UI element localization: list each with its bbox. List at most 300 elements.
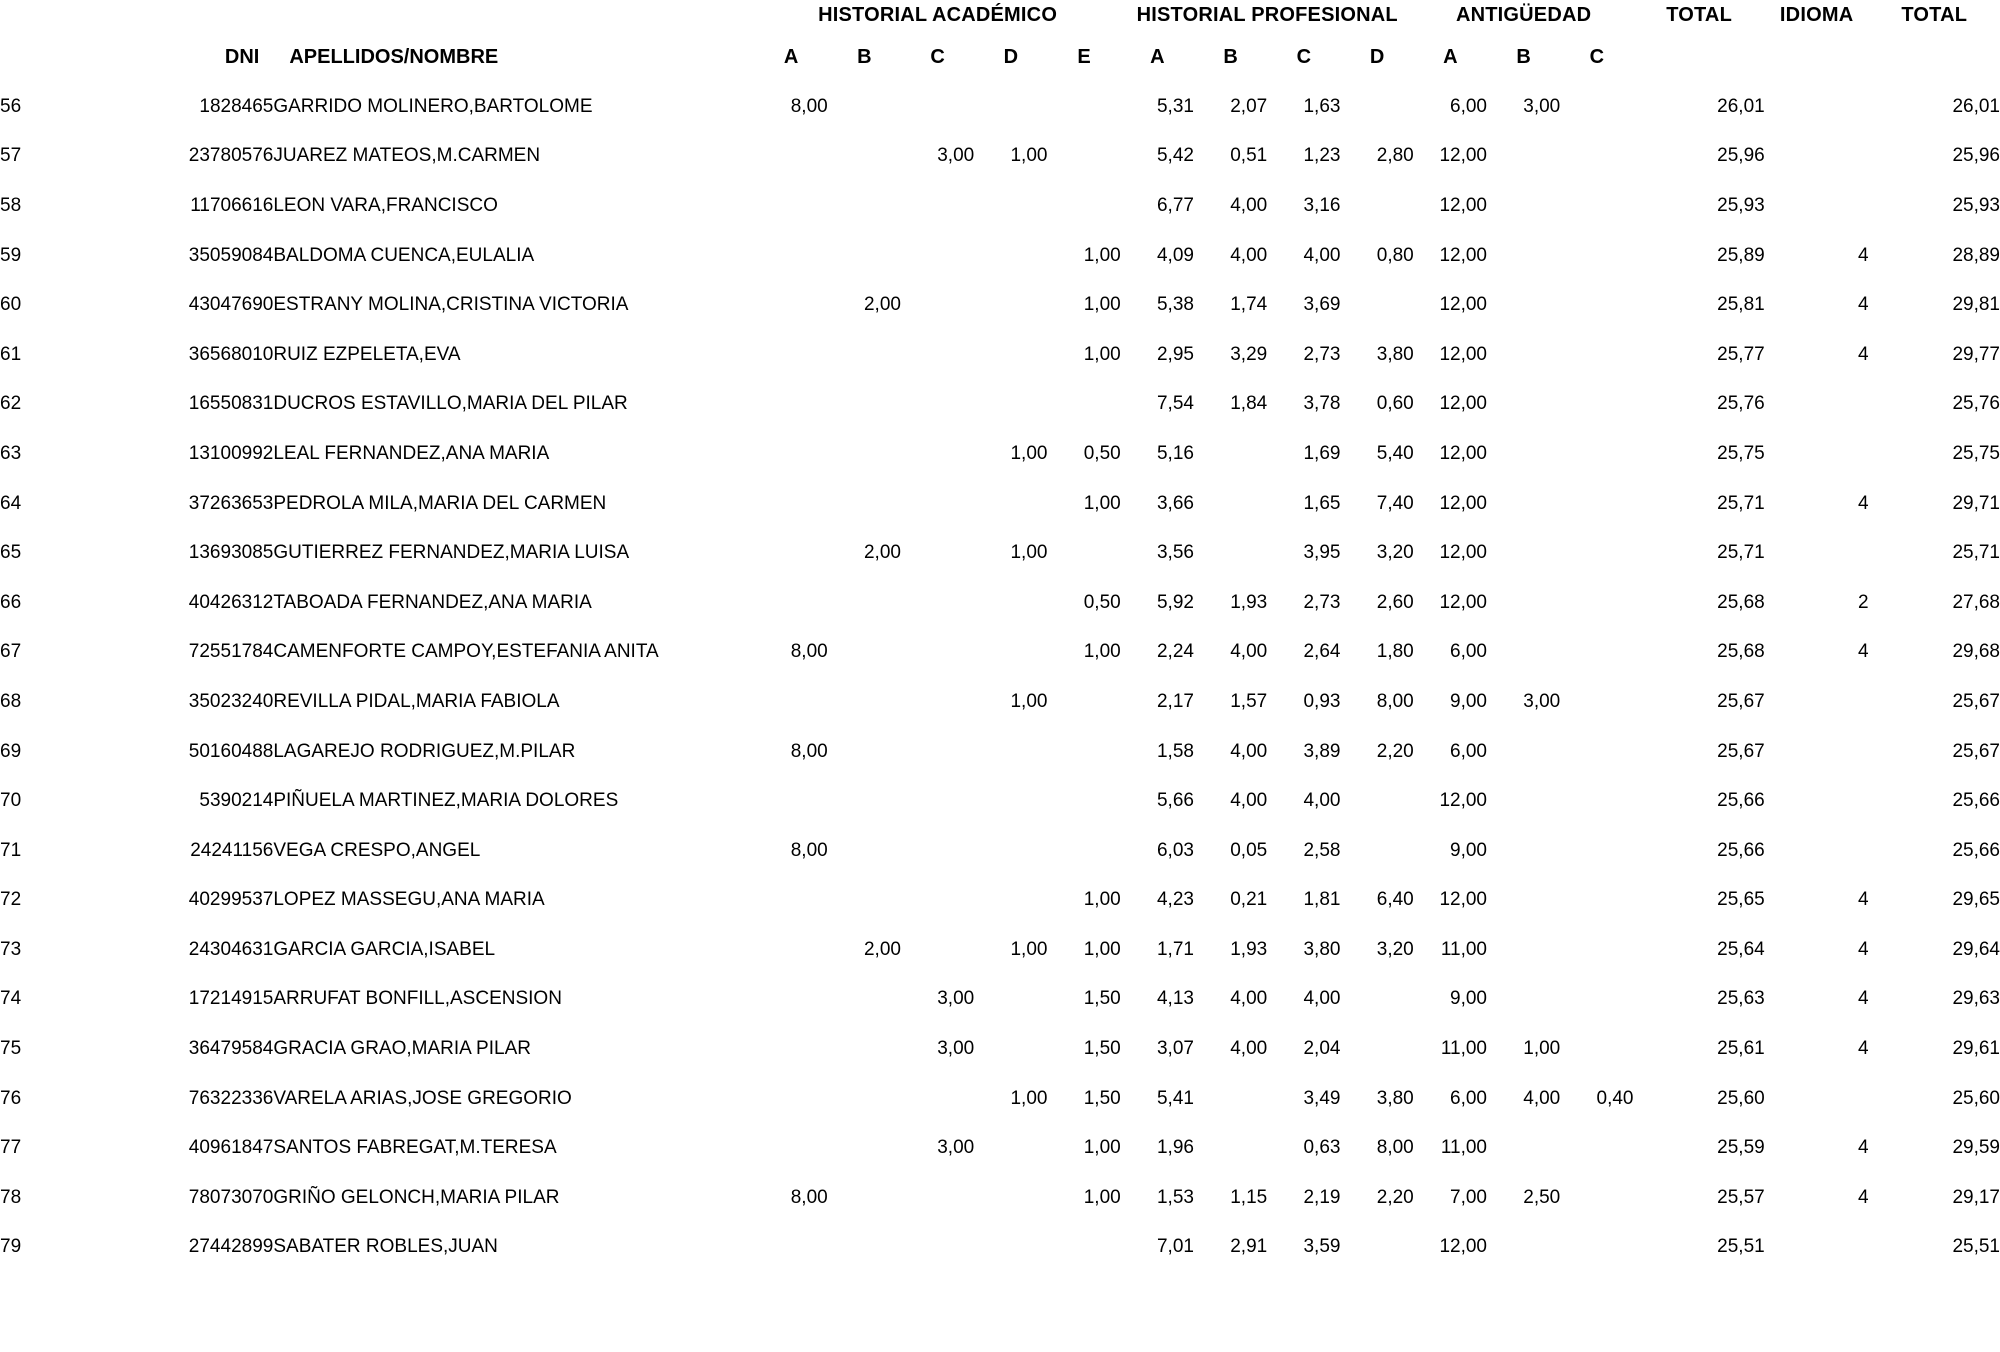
row-rank: 77	[0, 1137, 22, 1159]
row-profesional-d: 0,60	[1376, 393, 1414, 415]
row-antiguedad-a: 12,00	[1439, 1236, 1487, 1258]
row-academico-d	[974, 727, 1047, 777]
group-header-antiguedad: ANTIGÜEDAD	[1455, 3, 1592, 26]
row-profesional-b: 2,07	[1230, 95, 1268, 117]
row-antiguedad-b: 1,00	[1523, 1038, 1561, 1060]
row-antiguedad-b	[1487, 727, 1560, 777]
row-antiguedad-b	[1487, 1123, 1560, 1173]
row-idioma: 4	[1858, 492, 1869, 514]
row-rank: 70	[0, 790, 22, 812]
row-academico-c	[901, 776, 974, 826]
row-antiguedad-c	[1560, 82, 1633, 132]
column-header-idioma-spacer	[1765, 34, 1869, 82]
row-profesional-c: 2,73	[1303, 591, 1341, 613]
row-dni: 40299537	[188, 889, 274, 911]
row-academico-d: 1,00	[1010, 938, 1048, 960]
row-academico-b	[828, 677, 901, 727]
row-academico-e	[1047, 380, 1120, 430]
row-academico-a	[754, 380, 827, 430]
row-antiguedad-b	[1487, 330, 1560, 380]
row-total: 25,76	[1717, 393, 1765, 415]
row-rank: 69	[0, 740, 22, 762]
group-header-spacer	[0, 0, 754, 34]
row-profesional-a: 1,53	[1156, 1186, 1194, 1208]
row-academico-b: 2,00	[863, 542, 901, 564]
row-academico-c	[901, 677, 974, 727]
row-academico-a	[754, 231, 827, 281]
row-antiguedad-b	[1487, 181, 1560, 231]
row-rank: 73	[0, 938, 22, 960]
row-dni: 16550831	[188, 393, 274, 415]
row-academico-c	[901, 380, 974, 430]
table-row	[0, 132, 2000, 182]
row-antiguedad-c	[1560, 727, 1633, 777]
row-academico-c	[901, 479, 974, 529]
row-idioma	[1765, 677, 1869, 727]
row-antiguedad-c	[1560, 1123, 1633, 1173]
row-antiguedad-b	[1487, 776, 1560, 826]
row-academico-d: 1,00	[1010, 1087, 1048, 1109]
row-total-final: 25,66	[1952, 790, 2000, 812]
row-rank: 71	[0, 839, 22, 861]
table-row	[0, 380, 2000, 430]
row-antiguedad-c: 0,40	[1596, 1087, 1634, 1109]
row-dni: 36568010	[188, 343, 274, 365]
row-dni: 36479584	[188, 1038, 274, 1060]
row-academico-b	[828, 578, 901, 628]
row-antiguedad-a: 12,00	[1439, 492, 1487, 514]
row-academico-a	[754, 280, 827, 330]
row-academico-a	[754, 1024, 827, 1074]
row-profesional-d: 2,20	[1376, 1186, 1414, 1208]
row-profesional-c: 3,59	[1303, 1236, 1341, 1258]
row-antiguedad-c	[1560, 1223, 1633, 1273]
row-spacer	[66, 280, 99, 330]
row-profesional-d: 3,80	[1376, 343, 1414, 365]
row-academico-a: 8,00	[790, 641, 828, 663]
row-idioma: 4	[1858, 294, 1869, 316]
row-profesional-c: 2,19	[1303, 1186, 1341, 1208]
column-header-row	[0, 34, 2000, 82]
row-spacer	[66, 231, 99, 281]
row-academico-a	[754, 132, 827, 182]
row-antiguedad-b	[1487, 1223, 1560, 1273]
row-spacer	[66, 578, 99, 628]
row-academico-a: 8,00	[790, 839, 828, 861]
row-name: GARCIA GARCIA,ISABEL	[273, 938, 496, 960]
row-academico-e	[1047, 826, 1120, 876]
row-name: GRACIA GRAO,MARIA PILAR	[273, 1038, 531, 1060]
row-profesional-d	[1340, 1223, 1413, 1273]
row-antiguedad-c	[1560, 380, 1633, 430]
row-academico-e: 0,50	[1083, 442, 1121, 464]
row-profesional-d: 2,80	[1376, 145, 1414, 167]
row-total: 25,93	[1717, 194, 1765, 216]
row-academico-b	[828, 628, 901, 678]
row-academico-d	[974, 975, 1047, 1025]
row-profesional-c: 4,00	[1303, 790, 1341, 812]
row-profesional-d: 0,80	[1376, 244, 1414, 266]
row-antiguedad-b	[1487, 429, 1560, 479]
row-academico-b	[828, 429, 901, 479]
table-row	[0, 528, 2000, 578]
row-profesional-d: 3,20	[1376, 938, 1414, 960]
row-academico-c	[901, 429, 974, 479]
row-academico-c: 3,00	[937, 1038, 975, 1060]
row-idioma	[1765, 528, 1869, 578]
row-academico-c	[901, 528, 974, 578]
row-profesional-b: 4,00	[1230, 988, 1268, 1010]
row-academico-d	[974, 1024, 1047, 1074]
row-academico-a	[754, 776, 827, 826]
row-rank: 58	[0, 194, 22, 216]
row-antiguedad-c	[1560, 776, 1633, 826]
row-academico-c	[901, 727, 974, 777]
row-antiguedad-a: 12,00	[1439, 442, 1487, 464]
row-rank: 62	[0, 393, 22, 415]
column-header-rank	[0, 34, 66, 82]
row-idioma	[1765, 826, 1869, 876]
row-spacer	[66, 82, 99, 132]
row-academico-a	[754, 181, 827, 231]
row-total: 25,71	[1717, 542, 1765, 564]
row-rank: 65	[0, 542, 22, 564]
row-academico-e	[1047, 727, 1120, 777]
row-total: 25,96	[1717, 145, 1765, 167]
row-dni: 76322336	[188, 1087, 274, 1109]
row-spacer	[66, 1123, 99, 1173]
row-academico-b	[828, 1173, 901, 1223]
row-dni: 24304631	[188, 938, 274, 960]
row-profesional-a: 5,16	[1156, 442, 1194, 464]
row-spacer	[66, 826, 99, 876]
row-academico-e: 1,00	[1083, 294, 1121, 316]
row-dni: 1828465	[199, 95, 274, 117]
row-academico-d: 1,00	[1010, 690, 1048, 712]
table-body	[0, 82, 2000, 1272]
row-spacer	[66, 1173, 99, 1223]
row-antiguedad-a: 12,00	[1439, 790, 1487, 812]
row-academico-e: 1,00	[1083, 1186, 1121, 1208]
row-academico-e	[1047, 132, 1120, 182]
row-profesional-c: 2,73	[1303, 343, 1341, 365]
column-header-profesional-d: D	[1369, 45, 1385, 68]
row-idioma	[1765, 429, 1869, 479]
row-total: 25,64	[1717, 938, 1765, 960]
row-antiguedad-c	[1560, 925, 1633, 975]
row-name: CAMENFORTE CAMPOY,ESTEFANIA ANITA	[273, 641, 659, 663]
row-antiguedad-b	[1487, 132, 1560, 182]
table-row	[0, 1123, 2000, 1173]
row-profesional-b: 0,05	[1230, 839, 1268, 861]
row-antiguedad-a: 12,00	[1439, 194, 1487, 216]
row-academico-d	[974, 578, 1047, 628]
row-total: 25,65	[1717, 889, 1765, 911]
row-rank: 66	[0, 591, 22, 613]
row-antiguedad-b	[1487, 528, 1560, 578]
column-header-antiguedad-b: B	[1516, 45, 1531, 68]
row-total-final: 29,17	[1952, 1186, 2000, 1208]
table-row	[0, 1074, 2000, 1124]
table-row	[0, 876, 2000, 926]
row-academico-a	[754, 429, 827, 479]
row-antiguedad-a: 9,00	[1450, 839, 1487, 861]
row-profesional-b: 2,91	[1230, 1236, 1268, 1258]
row-dni: 13100992	[188, 442, 274, 464]
row-profesional-a: 2,24	[1156, 641, 1194, 663]
row-antiguedad-b: 3,00	[1523, 690, 1561, 712]
row-profesional-a: 7,01	[1156, 1236, 1194, 1258]
row-antiguedad-b	[1487, 380, 1560, 430]
row-rank: 76	[0, 1087, 22, 1109]
row-profesional-b: 4,00	[1230, 641, 1268, 663]
row-total: 25,59	[1717, 1137, 1765, 1159]
row-total: 25,63	[1717, 988, 1765, 1010]
row-academico-a	[754, 975, 827, 1025]
row-academico-d	[974, 876, 1047, 926]
row-rank: 61	[0, 343, 22, 365]
row-profesional-c: 3,80	[1303, 938, 1341, 960]
row-antiguedad-a: 6,00	[1450, 641, 1487, 663]
row-total-final: 27,68	[1952, 591, 2000, 613]
row-dni: 40426312	[188, 591, 274, 613]
row-antiguedad-a: 6,00	[1450, 1087, 1487, 1109]
row-profesional-c: 2,64	[1303, 641, 1341, 663]
row-antiguedad-c	[1560, 876, 1633, 926]
row-profesional-a: 3,56	[1156, 542, 1194, 564]
row-name: ESTRANY MOLINA,CRISTINA VICTORIA	[273, 294, 629, 316]
row-profesional-b: 0,51	[1230, 145, 1268, 167]
row-total-final: 29,68	[1952, 641, 2000, 663]
row-total-final: 25,66	[1952, 839, 2000, 861]
row-academico-e	[1047, 776, 1120, 826]
row-name: VARELA ARIAS,JOSE GREGORIO	[273, 1087, 572, 1109]
row-total: 25,75	[1717, 442, 1765, 464]
row-academico-a: 8,00	[790, 1186, 828, 1208]
row-profesional-c: 0,63	[1303, 1137, 1341, 1159]
row-academico-c	[901, 181, 974, 231]
row-antiguedad-c	[1560, 132, 1633, 182]
table-row	[0, 578, 2000, 628]
table-row	[0, 925, 2000, 975]
row-academico-b	[828, 975, 901, 1025]
row-profesional-b: 4,00	[1230, 244, 1268, 266]
row-academico-d	[974, 181, 1047, 231]
row-spacer	[66, 181, 99, 231]
row-academico-b	[828, 82, 901, 132]
row-profesional-d	[1340, 1024, 1413, 1074]
row-academico-b: 2,00	[863, 938, 901, 960]
row-academico-c	[901, 578, 974, 628]
table-row	[0, 776, 2000, 826]
row-academico-b	[828, 479, 901, 529]
row-spacer	[66, 1074, 99, 1124]
row-total-final: 29,63	[1952, 988, 2000, 1010]
row-total: 25,66	[1717, 839, 1765, 861]
row-total-final: 28,89	[1952, 244, 2000, 266]
row-total-final: 29,61	[1952, 1038, 2000, 1060]
row-idioma: 4	[1858, 1186, 1869, 1208]
row-academico-e: 1,00	[1083, 343, 1121, 365]
row-antiguedad-a: 9,00	[1450, 988, 1487, 1010]
group-header-total-final: TOTAL	[1901, 3, 1968, 26]
row-dni: 27442899	[188, 1236, 274, 1258]
row-profesional-a: 7,54	[1156, 393, 1194, 415]
row-antiguedad-b: 3,00	[1523, 95, 1561, 117]
row-antiguedad-a: 11,00	[1440, 1038, 1487, 1060]
row-antiguedad-a: 7,00	[1450, 1186, 1487, 1208]
column-header-profesional-b: B	[1223, 45, 1238, 68]
row-antiguedad-c	[1560, 1173, 1633, 1223]
table-row	[0, 1223, 2000, 1273]
row-idioma: 4	[1858, 988, 1869, 1010]
row-total-final: 26,01	[1952, 95, 2000, 117]
row-name: LOPEZ MASSEGU,ANA MARIA	[273, 889, 545, 911]
row-rank: 75	[0, 1038, 22, 1060]
column-header-antiguedad-a: A	[1443, 45, 1458, 68]
row-profesional-b: 1,74	[1230, 294, 1268, 316]
row-name: DUCROS ESTAVILLO,MARIA DEL PILAR	[273, 393, 628, 415]
table-row	[0, 181, 2000, 231]
row-antiguedad-a: 12,00	[1439, 145, 1487, 167]
row-academico-c	[901, 231, 974, 281]
row-profesional-a: 4,13	[1156, 988, 1194, 1010]
row-idioma	[1765, 1223, 1869, 1273]
row-academico-c: 3,00	[937, 988, 975, 1010]
row-academico-d: 1,00	[1010, 145, 1048, 167]
row-profesional-b: 4,00	[1230, 194, 1268, 216]
row-profesional-c: 3,89	[1303, 740, 1341, 762]
row-academico-e: 1,00	[1083, 244, 1121, 266]
row-academico-a	[754, 528, 827, 578]
row-academico-b	[828, 231, 901, 281]
row-academico-a	[754, 330, 827, 380]
row-dni: 43047690	[188, 294, 274, 316]
row-academico-e: 1,00	[1083, 938, 1121, 960]
group-header-row	[0, 0, 2000, 34]
row-total-final: 25,76	[1952, 393, 2000, 415]
row-academico-e: 1,00	[1083, 492, 1121, 514]
row-profesional-b: 1,15	[1230, 1186, 1268, 1208]
row-idioma: 4	[1858, 889, 1869, 911]
row-antiguedad-c	[1560, 826, 1633, 876]
table-row	[0, 231, 2000, 281]
row-profesional-a: 5,31	[1156, 95, 1194, 117]
row-rank: 72	[0, 889, 22, 911]
row-academico-e	[1047, 82, 1120, 132]
row-name: LAGAREJO RODRIGUEZ,M.PILAR	[273, 740, 576, 762]
row-name: LEON VARA,FRANCISCO	[273, 194, 498, 216]
row-name: SANTOS FABREGAT,M.TERESA	[273, 1137, 557, 1159]
row-idioma	[1765, 380, 1869, 430]
column-header-dni: DNI	[224, 45, 260, 68]
column-header-profesional-a: A	[1150, 45, 1165, 68]
row-total: 25,60	[1717, 1087, 1765, 1109]
row-dni: 35023240	[188, 690, 274, 712]
row-spacer	[66, 1024, 99, 1074]
row-idioma: 4	[1858, 244, 1869, 266]
row-profesional-d	[1340, 181, 1413, 231]
row-profesional-b	[1194, 1074, 1267, 1124]
table-row	[0, 429, 2000, 479]
row-profesional-d: 3,20	[1376, 542, 1414, 564]
row-academico-a	[754, 1074, 827, 1124]
row-profesional-d: 2,20	[1376, 740, 1414, 762]
row-academico-e: 1,00	[1083, 641, 1121, 663]
row-total-final: 25,93	[1952, 194, 2000, 216]
row-antiguedad-b	[1487, 578, 1560, 628]
column-header-academico-d: D	[1003, 45, 1019, 68]
row-name: TABOADA FERNANDEZ,ANA MARIA	[273, 591, 592, 613]
row-academico-a	[754, 578, 827, 628]
row-antiguedad-b	[1487, 925, 1560, 975]
row-profesional-b: 4,00	[1230, 790, 1268, 812]
row-academico-c	[901, 826, 974, 876]
row-profesional-b: 1,57	[1230, 690, 1268, 712]
row-academico-b	[828, 876, 901, 926]
row-dni: 5390214	[199, 790, 274, 812]
row-profesional-c: 3,78	[1303, 393, 1341, 415]
group-header-historial-profesional: HISTORIAL PROFESIONAL	[1136, 3, 1398, 26]
row-profesional-a: 4,23	[1156, 889, 1194, 911]
row-spacer	[66, 925, 99, 975]
row-idioma	[1765, 82, 1869, 132]
row-profesional-c: 1,63	[1303, 95, 1341, 117]
row-profesional-c: 4,00	[1303, 988, 1341, 1010]
row-idioma	[1765, 1074, 1869, 1124]
row-profesional-c: 3,49	[1303, 1087, 1341, 1109]
row-name: REVILLA PIDAL,MARIA FABIOLA	[273, 690, 560, 712]
row-profesional-a: 3,07	[1156, 1038, 1194, 1060]
table-row	[0, 1173, 2000, 1223]
row-profesional-b: 1,93	[1230, 938, 1268, 960]
row-academico-a	[754, 876, 827, 926]
row-academico-d	[974, 380, 1047, 430]
row-profesional-d	[1340, 826, 1413, 876]
row-total-final: 25,60	[1952, 1087, 2000, 1109]
row-idioma: 4	[1858, 1137, 1869, 1159]
row-academico-d	[974, 826, 1047, 876]
row-total-final: 29,65	[1952, 889, 2000, 911]
row-name: VEGA CRESPO,ANGEL	[273, 839, 481, 861]
row-idioma	[1765, 132, 1869, 182]
row-dni: 24241156	[190, 839, 274, 861]
row-dni: 37263653	[188, 492, 274, 514]
row-idioma	[1765, 776, 1869, 826]
row-spacer	[66, 132, 99, 182]
row-profesional-a: 1,71	[1156, 938, 1194, 960]
row-academico-a	[754, 925, 827, 975]
row-total: 25,67	[1717, 740, 1765, 762]
row-profesional-c: 2,58	[1303, 839, 1341, 861]
row-antiguedad-b: 2,50	[1523, 1186, 1561, 1208]
row-total-final: 29,77	[1952, 343, 2000, 365]
row-antiguedad-c	[1560, 479, 1633, 529]
row-rank: 67	[0, 641, 22, 663]
row-academico-c	[901, 925, 974, 975]
row-dni: 78073070	[188, 1186, 274, 1208]
row-name: GARRIDO MOLINERO,BARTOLOME	[273, 95, 593, 117]
row-antiguedad-c	[1560, 677, 1633, 727]
row-profesional-d: 7,40	[1376, 492, 1414, 514]
row-total: 25,77	[1717, 343, 1765, 365]
row-name: GRIÑO GELONCH,MARIA PILAR	[273, 1186, 560, 1208]
row-profesional-b	[1194, 479, 1267, 529]
row-total-final: 29,71	[1952, 492, 2000, 514]
row-antiguedad-a: 6,00	[1450, 95, 1487, 117]
row-rank: 56	[0, 95, 22, 117]
row-name: JUAREZ MATEOS,M.CARMEN	[273, 145, 541, 167]
